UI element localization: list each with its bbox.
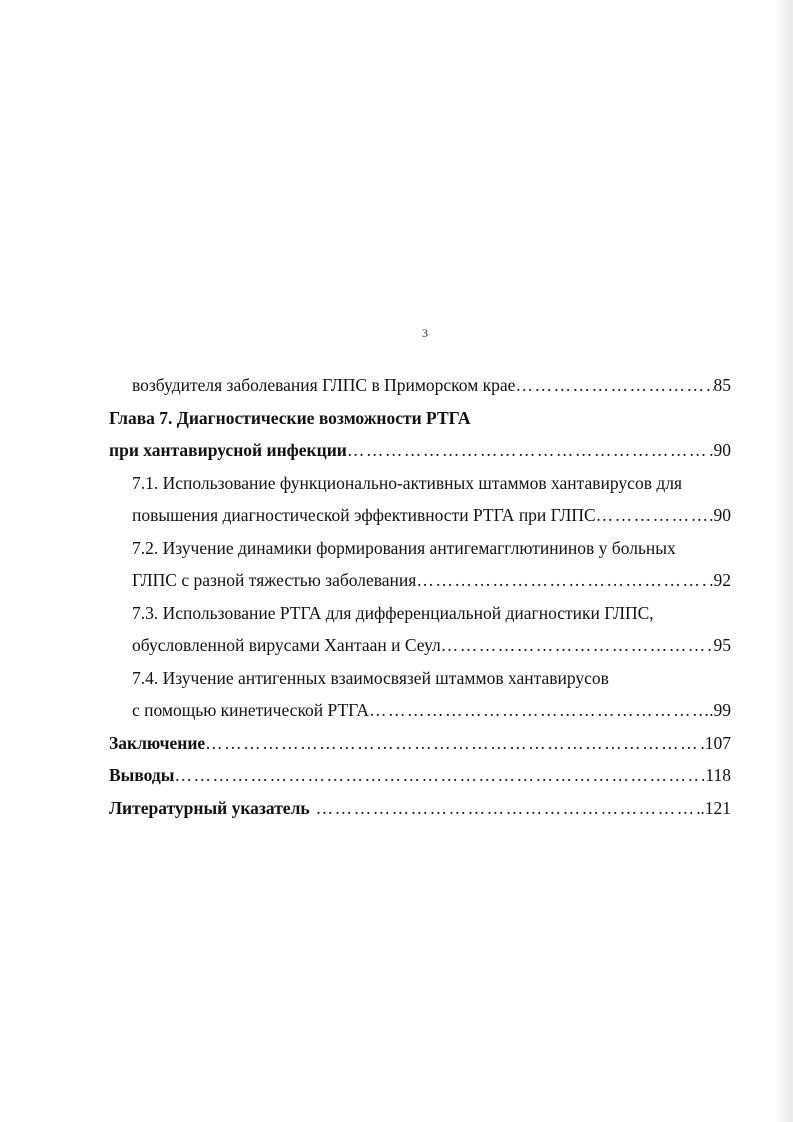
toc-page-number: .121	[700, 797, 731, 818]
toc-line	[109, 694, 731, 727]
toc-line	[109, 499, 731, 532]
toc-line	[109, 792, 731, 825]
toc-line	[109, 564, 731, 597]
toc-page-number: 95	[713, 635, 731, 655]
toc-line	[109, 467, 731, 500]
toc-page-number: .107	[700, 732, 731, 753]
toc-entry-text: возбудителя заболевания ГЛПС в Приморском крае	[132, 375, 516, 395]
toc-page-number: .90	[709, 505, 731, 525]
toc-entry-text: 7.1. Использование функционально-активных штаммов хантавирусов для	[132, 472, 683, 493]
toc-entry-text: Выводы	[109, 765, 175, 785]
toc-entry-text: Глава 7. Диагностические возможности РТГА	[109, 407, 471, 428]
page-edge-shadow	[775, 0, 793, 1122]
dot-leader	[369, 694, 709, 727]
toc-page-number: .99	[709, 700, 731, 720]
dot-leader	[515, 369, 713, 402]
toc-page-number: 85	[713, 375, 731, 395]
table-of-contents	[109, 369, 731, 824]
toc-entry-text: повышения диагностической эффективности РТГА при ГЛПС	[132, 505, 596, 525]
toc-entry-text: обусловленной вирусами Хантаан и Сеул	[132, 635, 441, 655]
toc-line	[109, 759, 731, 792]
toc-line	[109, 629, 731, 662]
toc-entry-text: при хантавирусной инфекции	[109, 440, 347, 460]
toc-entry-text: 7.4. Изучение антигенных взаимосвязей штаммов хантавирусов	[132, 667, 609, 688]
toc-line	[109, 727, 731, 760]
dot-leader	[205, 727, 700, 760]
dot-leader	[347, 434, 709, 467]
toc-entry-text: Литературный указатель	[109, 797, 310, 818]
page-number: 3	[422, 326, 428, 340]
dot-leader	[174, 759, 701, 792]
toc-line	[109, 662, 731, 695]
toc-entry-text: ГЛПС с разной тяжестью заболевания	[132, 570, 417, 590]
toc-line	[109, 532, 731, 565]
toc-entry-text: 7.2. Изучение динамики формирования антигемагглютининов у больных	[132, 537, 676, 558]
toc-chapter-heading	[109, 402, 731, 435]
toc-entry-text: с помощью кинетической РТГА	[132, 700, 370, 720]
toc-page-number: .118	[701, 765, 731, 785]
dot-leader	[416, 564, 709, 597]
toc-line	[109, 369, 731, 402]
toc-line	[109, 597, 731, 630]
toc-page-number: .92	[709, 570, 731, 590]
toc-page-number: .90	[709, 440, 731, 460]
toc-entry-text: 7.3. Использование РТГА для дифференциальной диагностики ГЛПС,	[132, 602, 654, 623]
toc-entry-text: Заключение	[109, 732, 206, 753]
toc-line	[109, 434, 731, 467]
dot-leader	[316, 792, 701, 825]
dot-leader	[596, 499, 709, 532]
dot-leader	[441, 629, 714, 662]
